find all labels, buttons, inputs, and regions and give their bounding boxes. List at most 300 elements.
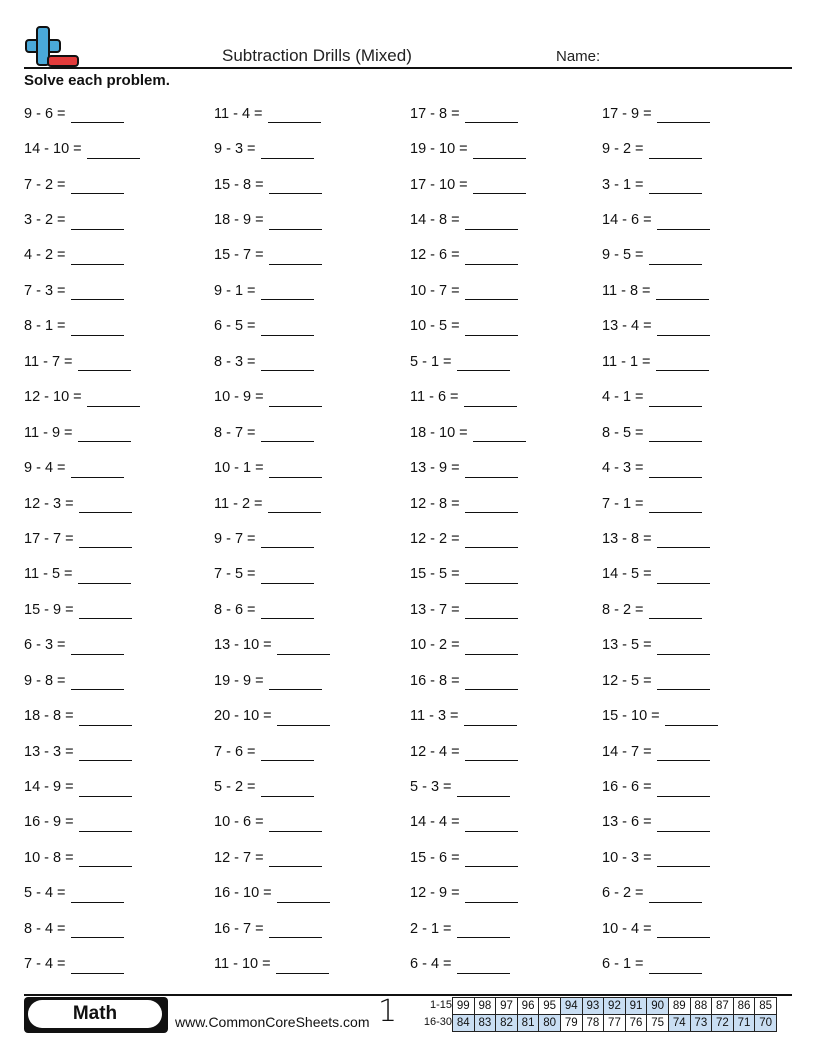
problem-text: 10 - 3 =	[602, 849, 652, 866]
problem-text: 17 - 10 =	[410, 176, 468, 193]
answer-blank[interactable]	[657, 108, 710, 123]
answer-blank[interactable]	[649, 463, 702, 478]
problem-text: 8 - 1 =	[24, 318, 66, 335]
score-cell: 81	[517, 1015, 539, 1032]
score-row	[453, 998, 777, 1015]
problem-text: 12 - 5 =	[602, 672, 652, 689]
problem-text: 13 - 5 =	[602, 637, 652, 654]
answer-blank[interactable]	[649, 959, 702, 974]
problem-item	[214, 698, 410, 733]
problem-item	[214, 911, 410, 946]
answer-blank[interactable]	[665, 711, 718, 726]
problem-item	[214, 167, 410, 202]
problem-item	[214, 769, 410, 804]
problem-text: 10 - 4 =	[602, 920, 652, 937]
answer-blank[interactable]	[261, 427, 314, 442]
problem-item	[602, 628, 792, 663]
answer-blank[interactable]	[657, 817, 710, 832]
problem-text: 13 - 8 =	[602, 530, 652, 547]
answer-blank[interactable]	[268, 108, 321, 123]
problem-text: 6 - 3 =	[24, 637, 66, 654]
problem-item	[602, 947, 792, 982]
answer-blank[interactable]	[87, 392, 140, 407]
problem-text: 14 - 6 =	[602, 212, 652, 229]
problem-text: 7 - 1 =	[602, 495, 644, 512]
answer-blank[interactable]	[465, 498, 518, 513]
problem-text: 9 - 7 =	[214, 530, 256, 547]
problem-item	[214, 840, 410, 875]
page-title: Subtraction Drills (Mixed)	[222, 46, 412, 65]
problem-text: 13 - 6 =	[602, 814, 652, 831]
problem-text: 12 - 4 =	[410, 743, 460, 760]
answer-blank[interactable]	[649, 250, 702, 265]
problem-item	[602, 592, 792, 627]
problem-item	[410, 380, 602, 415]
answer-blank[interactable]	[78, 356, 131, 371]
problem-item	[602, 380, 792, 415]
answer-blank[interactable]	[71, 923, 124, 938]
answer-blank[interactable]	[465, 888, 518, 903]
answer-blank[interactable]	[79, 782, 132, 797]
problem-text: 10 - 2 =	[410, 637, 460, 654]
answer-blank[interactable]	[464, 711, 517, 726]
problem-item	[24, 557, 214, 592]
problem-item	[602, 202, 792, 237]
answer-blank[interactable]	[649, 392, 702, 407]
problem-text: 11 - 10 =	[214, 956, 271, 973]
problem-text: 11 - 7 =	[24, 353, 73, 370]
answer-blank[interactable]	[465, 463, 518, 478]
answer-blank[interactable]	[465, 817, 518, 832]
answer-blank[interactable]	[79, 604, 132, 619]
problem-item	[214, 805, 410, 840]
problem-text: 14 - 5 =	[602, 566, 652, 583]
problem-item	[410, 628, 602, 663]
problem-item	[410, 167, 602, 202]
problem-text: 12 - 6 =	[410, 247, 460, 264]
answer-blank[interactable]	[269, 179, 322, 194]
answer-blank[interactable]	[78, 427, 131, 442]
answer-blank[interactable]	[261, 285, 314, 300]
problem-text: 12 - 9 =	[410, 885, 460, 902]
answer-blank[interactable]	[657, 533, 710, 548]
answer-blank[interactable]	[465, 746, 518, 761]
problem-item	[24, 698, 214, 733]
problem-item	[24, 380, 214, 415]
answer-blank[interactable]	[465, 215, 518, 230]
problem-item	[214, 486, 410, 521]
answer-blank[interactable]	[261, 321, 314, 336]
answer-blank[interactable]	[657, 852, 710, 867]
answer-blank[interactable]	[269, 463, 322, 478]
problem-item	[214, 628, 410, 663]
problem-text: 11 - 3 =	[410, 708, 459, 725]
answer-blank[interactable]	[269, 852, 322, 867]
answer-blank[interactable]	[261, 356, 314, 371]
instructions: Solve each problem.	[24, 72, 170, 89]
problem-text: 6 - 2 =	[602, 885, 644, 902]
problem-text: 4 - 2 =	[24, 247, 66, 264]
problem-text: 13 - 3 =	[24, 743, 74, 760]
problem-text: 17 - 8 =	[410, 105, 460, 122]
problem-text: 7 - 2 =	[24, 176, 66, 193]
answer-blank[interactable]	[277, 711, 330, 726]
problem-text: 8 - 7 =	[214, 424, 256, 441]
problem-text: 18 - 10 =	[410, 424, 468, 441]
problem-item	[410, 344, 602, 379]
problem-text: 8 - 4 =	[24, 920, 66, 937]
answer-blank[interactable]	[649, 888, 702, 903]
score-cell: 82	[496, 1015, 518, 1032]
answer-blank[interactable]	[457, 782, 510, 797]
score-cell: 89	[668, 998, 690, 1015]
problem-item	[24, 947, 214, 982]
answer-blank[interactable]	[649, 498, 702, 513]
answer-blank[interactable]	[261, 604, 314, 619]
problem-text: 18 - 8 =	[24, 708, 74, 725]
problem-item	[410, 663, 602, 698]
answer-blank[interactable]	[269, 923, 322, 938]
answer-blank[interactable]	[465, 285, 518, 300]
problem-item	[24, 840, 214, 875]
site-url: www.CommonCoreSheets.com	[175, 1014, 370, 1030]
answer-blank[interactable]	[79, 533, 132, 548]
answer-blank[interactable]	[277, 888, 330, 903]
problem-item	[214, 734, 410, 769]
footer-divider	[24, 994, 792, 996]
problem-text: 15 - 6 =	[410, 849, 460, 866]
answer-blank[interactable]	[457, 923, 510, 938]
problem-text: 5 - 4 =	[24, 885, 66, 902]
problem-text: 14 - 4 =	[410, 814, 460, 831]
problem-item	[214, 450, 410, 485]
answer-blank[interactable]	[71, 675, 124, 690]
problem-item	[214, 947, 410, 982]
problem-text: 11 - 6 =	[410, 389, 459, 406]
problem-item	[214, 131, 410, 166]
problem-item	[602, 273, 792, 308]
problem-text: 12 - 8 =	[410, 495, 460, 512]
problem-item	[410, 521, 602, 556]
answer-blank[interactable]	[465, 569, 518, 584]
score-cell: 87	[712, 998, 734, 1015]
answer-blank[interactable]	[656, 356, 709, 371]
answer-blank[interactable]	[261, 782, 314, 797]
problem-item	[214, 238, 410, 273]
score-row-labels	[414, 997, 452, 1031]
problem-item	[602, 911, 792, 946]
problem-text: 4 - 3 =	[602, 460, 644, 477]
problem-text: 5 - 1 =	[410, 353, 452, 370]
answer-blank[interactable]	[261, 746, 314, 761]
problem-text: 9 - 2 =	[602, 141, 644, 158]
problem-item	[24, 167, 214, 202]
problem-text: 9 - 5 =	[602, 247, 644, 264]
answer-blank[interactable]	[465, 250, 518, 265]
problem-text: 12 - 7 =	[214, 849, 264, 866]
answer-blank[interactable]	[71, 215, 124, 230]
problem-text: 9 - 4 =	[24, 460, 66, 477]
problem-item	[602, 238, 792, 273]
answer-blank[interactable]	[277, 640, 330, 655]
score-cell: 94	[560, 998, 582, 1015]
problem-text: 19 - 9 =	[214, 672, 264, 689]
answer-blank[interactable]	[71, 463, 124, 478]
answer-blank[interactable]	[71, 285, 124, 300]
problem-item	[24, 344, 214, 379]
problem-item	[410, 96, 602, 131]
score-cell: 83	[474, 1015, 496, 1032]
answer-blank[interactable]	[79, 817, 132, 832]
problem-item	[24, 805, 214, 840]
problem-text: 14 - 10 =	[24, 141, 82, 158]
score-cell: 72	[712, 1015, 734, 1032]
problem-text: 5 - 2 =	[214, 779, 256, 796]
score-table	[452, 997, 777, 1032]
answer-blank[interactable]	[473, 427, 526, 442]
answer-blank[interactable]	[657, 675, 710, 690]
problem-item	[410, 769, 602, 804]
problem-item	[214, 592, 410, 627]
answer-blank[interactable]	[465, 640, 518, 655]
answer-blank[interactable]	[465, 675, 518, 690]
answer-blank[interactable]	[79, 852, 132, 867]
problem-item	[24, 450, 214, 485]
problem-item	[214, 521, 410, 556]
problem-text: 15 - 7 =	[214, 247, 264, 264]
answer-blank[interactable]	[656, 285, 709, 300]
score-cell: 93	[582, 998, 604, 1015]
page-number: 1	[378, 994, 398, 1029]
problem-text: 17 - 9 =	[602, 105, 652, 122]
answer-blank[interactable]	[657, 321, 710, 336]
problem-text: 7 - 5 =	[214, 566, 256, 583]
problem-item	[24, 521, 214, 556]
problem-item	[24, 592, 214, 627]
score-cell: 90	[647, 998, 669, 1015]
problem-item	[214, 380, 410, 415]
problem-item	[602, 521, 792, 556]
problem-item	[24, 238, 214, 273]
problem-item	[410, 840, 602, 875]
answer-blank[interactable]	[276, 959, 329, 974]
problem-text: 5 - 3 =	[410, 779, 452, 796]
answer-blank[interactable]	[657, 746, 710, 761]
score-cell: 99	[453, 998, 475, 1015]
answer-blank[interactable]	[71, 179, 124, 194]
score-cell: 84	[453, 1015, 475, 1032]
problem-item	[214, 309, 410, 344]
problem-item	[214, 876, 410, 911]
problem-text: 12 - 2 =	[410, 530, 460, 547]
problem-item	[214, 663, 410, 698]
answer-blank[interactable]	[71, 321, 124, 336]
problem-text: 16 - 7 =	[214, 920, 264, 937]
answer-blank[interactable]	[261, 533, 314, 548]
problem-text: 3 - 1 =	[602, 176, 644, 193]
answer-blank[interactable]	[649, 144, 702, 159]
answer-blank[interactable]	[465, 604, 518, 619]
answer-blank[interactable]	[71, 640, 124, 655]
score-row-label: 1-15	[429, 999, 452, 1011]
problem-item	[602, 167, 792, 202]
score-cell: 74	[668, 1015, 690, 1032]
problem-text: 13 - 10 =	[214, 637, 272, 654]
problem-text: 16 - 10 =	[214, 885, 272, 902]
problem-text: 18 - 9 =	[214, 212, 264, 229]
problem-text: 7 - 3 =	[24, 282, 66, 299]
answer-blank[interactable]	[464, 392, 517, 407]
answer-blank[interactable]	[269, 817, 322, 832]
problem-text: 16 - 9 =	[24, 814, 74, 831]
problem-text: 16 - 6 =	[602, 779, 652, 796]
answer-blank[interactable]	[71, 108, 124, 123]
answer-blank[interactable]	[465, 852, 518, 867]
answer-blank[interactable]	[71, 888, 124, 903]
score-row	[453, 1015, 777, 1032]
problem-item	[602, 663, 792, 698]
problem-item	[602, 805, 792, 840]
problem-item	[24, 486, 214, 521]
problem-text: 15 - 8 =	[214, 176, 264, 193]
problem-text: 9 - 8 =	[24, 672, 66, 689]
score-cell: 86	[733, 998, 755, 1015]
answer-blank[interactable]	[649, 179, 702, 194]
problem-item	[602, 486, 792, 521]
answer-blank[interactable]	[657, 215, 710, 230]
problem-text: 9 - 3 =	[214, 141, 256, 158]
header-divider	[24, 67, 792, 69]
problem-item	[24, 663, 214, 698]
problem-item	[410, 734, 602, 769]
problem-text: 7 - 6 =	[214, 743, 256, 760]
problem-text: 20 - 10 =	[214, 708, 272, 725]
answer-blank[interactable]	[657, 782, 710, 797]
problem-item	[24, 911, 214, 946]
answer-blank[interactable]	[269, 392, 322, 407]
problem-text: 13 - 4 =	[602, 318, 652, 335]
answer-blank[interactable]	[269, 215, 322, 230]
math-badge	[24, 997, 168, 1033]
problem-text: 10 - 8 =	[24, 849, 74, 866]
answer-blank[interactable]	[71, 959, 124, 974]
problem-item	[410, 947, 602, 982]
problem-item	[602, 96, 792, 131]
answer-blank[interactable]	[657, 640, 710, 655]
answer-blank[interactable]	[473, 144, 526, 159]
score-cell: 76	[625, 1015, 647, 1032]
problem-item	[602, 131, 792, 166]
math-badge-label: Math	[28, 1000, 162, 1028]
problem-item	[602, 309, 792, 344]
problem-text: 11 - 8 =	[602, 282, 651, 299]
problem-item	[602, 698, 792, 733]
score-cell: 73	[690, 1015, 712, 1032]
problem-text: 14 - 8 =	[410, 212, 460, 229]
answer-blank[interactable]	[261, 569, 314, 584]
problem-text: 8 - 5 =	[602, 424, 644, 441]
problem-text: 17 - 7 =	[24, 530, 74, 547]
problem-text: 15 - 10 =	[602, 708, 660, 725]
plus-minus-logo-icon	[22, 24, 80, 68]
name-label: Name:	[556, 48, 601, 65]
answer-blank[interactable]	[79, 711, 132, 726]
problem-text: 16 - 8 =	[410, 672, 460, 689]
problem-item	[602, 450, 792, 485]
answer-blank[interactable]	[87, 144, 140, 159]
problem-text: 13 - 7 =	[410, 601, 460, 618]
problem-item	[24, 131, 214, 166]
answer-blank[interactable]	[465, 321, 518, 336]
answer-blank[interactable]	[649, 427, 702, 442]
problem-item	[214, 557, 410, 592]
answer-blank[interactable]	[657, 569, 710, 584]
problem-text: 7 - 4 =	[24, 956, 66, 973]
score-cell: 80	[539, 1015, 561, 1032]
problem-item	[214, 202, 410, 237]
answer-blank[interactable]	[473, 179, 526, 194]
problem-item	[24, 734, 214, 769]
problem-item	[410, 202, 602, 237]
problem-item	[410, 911, 602, 946]
problem-item	[410, 698, 602, 733]
problem-item	[410, 309, 602, 344]
score-cell: 85	[755, 998, 777, 1015]
problem-item	[410, 592, 602, 627]
answer-blank[interactable]	[268, 498, 321, 513]
problem-item	[214, 415, 410, 450]
problem-text: 14 - 7 =	[602, 743, 652, 760]
problem-text: 9 - 1 =	[214, 282, 256, 299]
problem-item	[24, 96, 214, 131]
answer-blank[interactable]	[657, 923, 710, 938]
problem-text: 10 - 1 =	[214, 460, 264, 477]
problem-item	[214, 344, 410, 379]
problem-text: 15 - 5 =	[410, 566, 460, 583]
score-cell: 70	[755, 1015, 777, 1032]
problem-item	[24, 202, 214, 237]
score-cell: 75	[647, 1015, 669, 1032]
answer-blank[interactable]	[269, 675, 322, 690]
score-cell: 91	[625, 998, 647, 1015]
answer-blank[interactable]	[457, 356, 510, 371]
score-cell: 79	[560, 1015, 582, 1032]
problem-text: 11 - 5 =	[24, 566, 73, 583]
answer-blank[interactable]	[457, 959, 510, 974]
answer-blank[interactable]	[465, 533, 518, 548]
problem-item	[410, 415, 602, 450]
answer-blank[interactable]	[261, 144, 314, 159]
problem-text: 10 - 5 =	[410, 318, 460, 335]
answer-blank[interactable]	[269, 250, 322, 265]
score-cell: 98	[474, 998, 496, 1015]
answer-blank[interactable]	[465, 108, 518, 123]
answer-blank[interactable]	[71, 250, 124, 265]
problem-item	[24, 769, 214, 804]
problem-item	[602, 876, 792, 911]
answer-blank[interactable]	[79, 746, 132, 761]
problem-text: 10 - 6 =	[214, 814, 264, 831]
problem-item	[410, 876, 602, 911]
score-cell: 71	[733, 1015, 755, 1032]
problem-item	[24, 309, 214, 344]
answer-blank[interactable]	[79, 498, 132, 513]
answer-blank[interactable]	[78, 569, 131, 584]
problem-item	[24, 415, 214, 450]
answer-blank[interactable]	[649, 604, 702, 619]
problem-text: 6 - 1 =	[602, 956, 644, 973]
problem-text: 12 - 10 =	[24, 389, 82, 406]
